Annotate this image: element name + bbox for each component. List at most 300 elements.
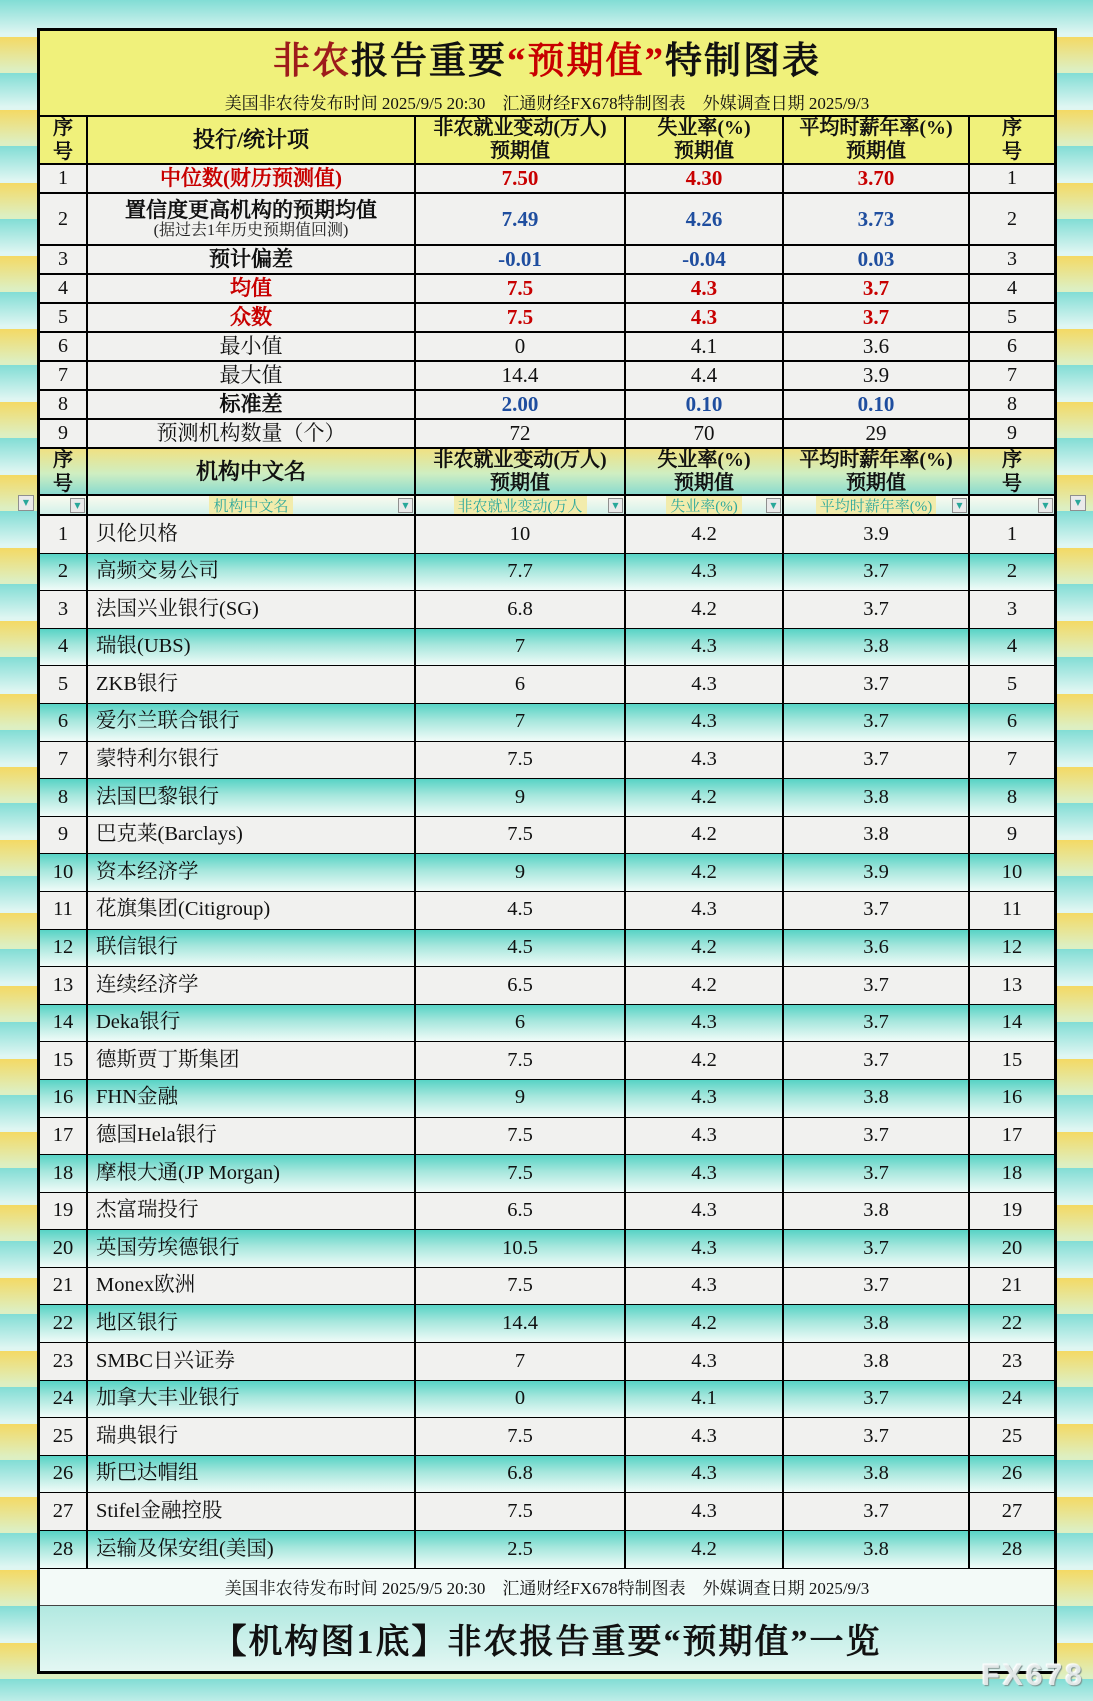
unemployment-value: 4.3 bbox=[626, 666, 784, 704]
institution-rows bbox=[40, 516, 1054, 1569]
stats-header-row bbox=[40, 117, 1054, 165]
stats-rows bbox=[40, 165, 1054, 449]
filter-dropdown-icon[interactable]: ▼ bbox=[398, 498, 413, 513]
nfp-value: 10 bbox=[416, 516, 626, 554]
table-row bbox=[40, 1193, 1054, 1231]
earnings-value: 3.7 bbox=[784, 1268, 970, 1306]
stats-header-item: 投行/统计项 bbox=[88, 117, 416, 165]
institution-name: Deka银行 bbox=[88, 1005, 416, 1043]
row-seq-left: 9 bbox=[40, 817, 88, 855]
earnings-value: 3.7 bbox=[784, 892, 970, 930]
institution-name: 高频交易公司 bbox=[88, 554, 416, 592]
title-highlight: “预期值” bbox=[507, 41, 665, 82]
stat-label-text: 预计偏差 bbox=[209, 247, 293, 272]
institution-name: 斯巴达帽组 bbox=[88, 1456, 416, 1494]
institution-name: 法国兴业银行(SG) bbox=[88, 591, 416, 629]
earnings-value: 3.8 bbox=[784, 1080, 970, 1118]
stat-label bbox=[88, 391, 416, 420]
row-seq-left: 25 bbox=[40, 1418, 88, 1456]
row-seq-left: 24 bbox=[40, 1381, 88, 1419]
row-seq-right: 5 bbox=[970, 304, 1054, 333]
stat-label bbox=[88, 194, 416, 246]
earnings-value: 3.7 bbox=[784, 1418, 970, 1456]
row-seq-left: 17 bbox=[40, 1118, 88, 1156]
row-seq-left: 18 bbox=[40, 1155, 88, 1193]
stat-label bbox=[88, 420, 416, 449]
earnings-value: 3.7 bbox=[784, 1118, 970, 1156]
unemployment-value: 4.2 bbox=[626, 516, 784, 554]
nfp-value: 6.5 bbox=[416, 1193, 626, 1231]
stats-header-nfp: 非农就业变动(万人) 预期值 bbox=[416, 117, 626, 165]
filter-dropdown-icon[interactable]: ▼ bbox=[952, 498, 967, 513]
row-seq-right: 2 bbox=[970, 554, 1054, 592]
unemployment-value: 4.3 bbox=[626, 554, 784, 592]
row-seq-left: 2 bbox=[40, 554, 88, 592]
stat-label bbox=[88, 333, 416, 362]
page-title bbox=[40, 36, 1054, 88]
earnings-value: 3.7 bbox=[784, 1005, 970, 1043]
row-seq-right: 21 bbox=[970, 1268, 1054, 1306]
row-seq-right: 23 bbox=[970, 1343, 1054, 1381]
row-seq-right: 3 bbox=[970, 591, 1054, 629]
nfp-value: 9 bbox=[416, 779, 626, 817]
filter-cell bbox=[88, 496, 416, 516]
earnings-value: 3.7 bbox=[784, 1042, 970, 1080]
release-info-bottom: 美国非农待发布时间 2025/9/5 20:30 汇通财经FX678特制图表 外媒调查日期 2025/9/3 bbox=[40, 1569, 1054, 1606]
filter-dropdown-icon[interactable]: ▼ bbox=[766, 498, 781, 513]
earnings-value: 3.7 bbox=[784, 1493, 970, 1531]
earnings-value: 3.8 bbox=[784, 1193, 970, 1231]
unemployment-value: 4.3 bbox=[626, 1418, 784, 1456]
table-row bbox=[40, 1268, 1054, 1306]
table-row bbox=[40, 1118, 1054, 1156]
stats-header-earnings: 平均时薪年率(%) 预期值 bbox=[784, 117, 970, 165]
unemployment-value: 4.2 bbox=[626, 1042, 784, 1080]
earnings-value: 3.9 bbox=[784, 854, 970, 892]
institution-name: 加拿大丰业银行 bbox=[88, 1381, 416, 1419]
row-seq-left: 3 bbox=[40, 591, 88, 629]
unemployment-value: 4.3 bbox=[626, 742, 784, 780]
table-row bbox=[40, 967, 1054, 1005]
stat-value: 3.70 bbox=[784, 165, 970, 194]
stat-sublabel-text: (据过去1年历史预期值回测) bbox=[153, 221, 349, 239]
row-seq-right: 8 bbox=[970, 391, 1054, 420]
unemployment-value: 4.2 bbox=[626, 779, 784, 817]
nfp-value: 7 bbox=[416, 1343, 626, 1381]
nfp-value: 7.5 bbox=[416, 1418, 626, 1456]
row-seq-right: 15 bbox=[970, 1042, 1054, 1080]
institution-name: 德斯贾丁斯集团 bbox=[88, 1042, 416, 1080]
filter-dropdown-icon[interactable]: ▼ bbox=[608, 498, 623, 513]
unemployment-value: 4.3 bbox=[626, 629, 784, 667]
inst-header-item: 机构中文名 bbox=[88, 449, 416, 496]
stats-header-seq-right: 序号 bbox=[970, 117, 1054, 165]
nfp-value: 7 bbox=[416, 629, 626, 667]
stats-row bbox=[40, 194, 1054, 246]
forecast-table bbox=[37, 28, 1057, 1674]
row-seq-left: 23 bbox=[40, 1343, 88, 1381]
row-seq-left: 8 bbox=[40, 391, 88, 420]
earnings-value: 3.8 bbox=[784, 817, 970, 855]
stat-label-text: 置信度更高机构的预期均值 bbox=[125, 197, 377, 222]
nfp-value: 6.8 bbox=[416, 1456, 626, 1494]
inst-header-unemployment: 失业率(%) 预期值 bbox=[626, 449, 784, 496]
unemployment-value: 4.3 bbox=[626, 1493, 784, 1531]
stat-value: 3.7 bbox=[784, 275, 970, 304]
row-seq-left: 7 bbox=[40, 362, 88, 391]
row-seq-right: 9 bbox=[970, 817, 1054, 855]
table-row bbox=[40, 591, 1054, 629]
row-seq-right: 4 bbox=[970, 275, 1054, 304]
row-seq-right: 10 bbox=[970, 854, 1054, 892]
stat-label bbox=[88, 362, 416, 391]
stat-value: 7.5 bbox=[416, 304, 626, 333]
stat-value: 7.50 bbox=[416, 165, 626, 194]
filter-dropdown-icon[interactable]: ▼ bbox=[1038, 498, 1053, 513]
earnings-value: 3.8 bbox=[784, 629, 970, 667]
earnings-value: 3.6 bbox=[784, 930, 970, 968]
row-seq-right: 1 bbox=[970, 516, 1054, 554]
institution-name: 瑞典银行 bbox=[88, 1418, 416, 1456]
table-row bbox=[40, 666, 1054, 704]
row-seq-right: 6 bbox=[970, 704, 1054, 742]
institution-header-row bbox=[40, 449, 1054, 496]
stat-label-text: 最大值 bbox=[219, 363, 283, 388]
institution-name: 地区银行 bbox=[88, 1305, 416, 1343]
row-seq-left: 14 bbox=[40, 1005, 88, 1043]
nfp-value: 10.5 bbox=[416, 1230, 626, 1268]
filter-cell bbox=[784, 496, 970, 516]
stat-value: 7.5 bbox=[416, 275, 626, 304]
stat-label bbox=[88, 246, 416, 275]
filter-label: 平均时薪年率(%) bbox=[816, 496, 937, 515]
stats-row bbox=[40, 420, 1054, 449]
nfp-value: 6 bbox=[416, 666, 626, 704]
stat-value: 4.26 bbox=[626, 194, 784, 246]
institution-name: FHN金融 bbox=[88, 1080, 416, 1118]
unemployment-value: 4.3 bbox=[626, 1118, 784, 1156]
stats-row bbox=[40, 304, 1054, 333]
unemployment-value: 4.1 bbox=[626, 1381, 784, 1419]
row-seq-left: 20 bbox=[40, 1230, 88, 1268]
row-seq-right: 6 bbox=[970, 333, 1054, 362]
title-prefix: 非农 bbox=[273, 41, 351, 82]
institution-name: ZKB银行 bbox=[88, 666, 416, 704]
stat-label bbox=[88, 165, 416, 194]
filter-label: 机构中文名 bbox=[209, 496, 292, 515]
stats-header-unemployment: 失业率(%) 预期值 bbox=[626, 117, 784, 165]
stat-value: 3.9 bbox=[784, 362, 970, 391]
table-row bbox=[40, 854, 1054, 892]
nfp-value: 7 bbox=[416, 704, 626, 742]
table-row bbox=[40, 1343, 1054, 1381]
row-seq-right: 5 bbox=[970, 666, 1054, 704]
institution-name: 德国Hela银行 bbox=[88, 1118, 416, 1156]
row-seq-left: 5 bbox=[40, 304, 88, 333]
table-row bbox=[40, 554, 1054, 592]
title-mid: 报告重要 bbox=[351, 41, 507, 82]
institution-name: 花旗集团(Citigroup) bbox=[88, 892, 416, 930]
row-seq-right: 25 bbox=[970, 1418, 1054, 1456]
unemployment-value: 4.2 bbox=[626, 1305, 784, 1343]
filter-cell bbox=[40, 496, 88, 516]
institution-name: Stifel金融控股 bbox=[88, 1493, 416, 1531]
filter-cell bbox=[970, 496, 1054, 516]
institution-name: 资本经济学 bbox=[88, 854, 416, 892]
institution-name: SMBC日兴证券 bbox=[88, 1343, 416, 1381]
nfp-value: 9 bbox=[416, 1080, 626, 1118]
table-row bbox=[40, 704, 1054, 742]
row-seq-left: 10 bbox=[40, 854, 88, 892]
earnings-value: 3.8 bbox=[784, 1305, 970, 1343]
earnings-value: 3.8 bbox=[784, 1343, 970, 1381]
unemployment-value: 4.3 bbox=[626, 1343, 784, 1381]
unemployment-value: 4.2 bbox=[626, 967, 784, 1005]
filter-dropdown-icon[interactable]: ▼ bbox=[1070, 495, 1086, 511]
row-seq-left: 1 bbox=[40, 165, 88, 194]
institution-name: 杰富瑞投行 bbox=[88, 1193, 416, 1231]
table-row bbox=[40, 930, 1054, 968]
filter-dropdown-icon[interactable]: ▼ bbox=[70, 498, 85, 513]
table-row bbox=[40, 779, 1054, 817]
stat-value: 2.00 bbox=[416, 391, 626, 420]
stat-value: 7.49 bbox=[416, 194, 626, 246]
unemployment-value: 4.2 bbox=[626, 930, 784, 968]
row-seq-right: 16 bbox=[970, 1080, 1054, 1118]
row-seq-right: 12 bbox=[970, 930, 1054, 968]
nfp-value: 7.5 bbox=[416, 1118, 626, 1156]
earnings-value: 3.7 bbox=[784, 554, 970, 592]
stat-value: 3.73 bbox=[784, 194, 970, 246]
stat-value: -0.04 bbox=[626, 246, 784, 275]
institution-name: 运输及保安组(美国) bbox=[88, 1531, 416, 1569]
nfp-value: 6 bbox=[416, 1005, 626, 1043]
stat-value: 4.30 bbox=[626, 165, 784, 194]
institution-name: 瑞银(UBS) bbox=[88, 629, 416, 667]
institution-name: 蒙特利尔银行 bbox=[88, 742, 416, 780]
nfp-value: 4.5 bbox=[416, 892, 626, 930]
row-seq-right: 28 bbox=[970, 1531, 1054, 1569]
stat-value: 29 bbox=[784, 420, 970, 449]
filter-label: 非农就业变动(万人 bbox=[454, 496, 587, 515]
stat-label-text: 最小值 bbox=[219, 334, 283, 359]
row-seq-right: 26 bbox=[970, 1456, 1054, 1494]
inst-header-seq-left: 序号 bbox=[40, 449, 88, 496]
table-row bbox=[40, 1305, 1054, 1343]
unemployment-value: 4.3 bbox=[626, 1193, 784, 1231]
row-seq-left: 15 bbox=[40, 1042, 88, 1080]
row-seq-left: 4 bbox=[40, 275, 88, 304]
institution-name: 英国劳埃德银行 bbox=[88, 1230, 416, 1268]
table-row bbox=[40, 1418, 1054, 1456]
row-seq-left: 22 bbox=[40, 1305, 88, 1343]
table-row bbox=[40, 1155, 1054, 1193]
institution-name: 法国巴黎银行 bbox=[88, 779, 416, 817]
stats-header-seq-left: 序号 bbox=[40, 117, 88, 165]
row-seq-right: 27 bbox=[970, 1493, 1054, 1531]
bottom-banner: 【机构图1底】非农报告重要“预期值”一览 bbox=[40, 1606, 1054, 1671]
earnings-value: 3.8 bbox=[784, 779, 970, 817]
stat-value: 4.1 bbox=[626, 333, 784, 362]
nfp-value: 9 bbox=[416, 854, 626, 892]
stat-value: 70 bbox=[626, 420, 784, 449]
earnings-value: 3.7 bbox=[784, 1230, 970, 1268]
nfp-value: 7.5 bbox=[416, 1493, 626, 1531]
nfp-value: 7.5 bbox=[416, 742, 626, 780]
row-seq-left: 2 bbox=[40, 194, 88, 246]
inst-header-earnings: 平均时薪年率(%) 预期值 bbox=[784, 449, 970, 496]
stat-value: 4.3 bbox=[626, 275, 784, 304]
stat-label-text: 众数 bbox=[230, 305, 272, 330]
unemployment-value: 4.3 bbox=[626, 1155, 784, 1193]
stat-label bbox=[88, 275, 416, 304]
row-seq-left: 7 bbox=[40, 742, 88, 780]
row-seq-right: 14 bbox=[970, 1005, 1054, 1043]
institution-name: 连续经济学 bbox=[88, 967, 416, 1005]
nfp-value: 14.4 bbox=[416, 1305, 626, 1343]
stat-value: 0.03 bbox=[784, 246, 970, 275]
nfp-value: 7.5 bbox=[416, 1155, 626, 1193]
row-seq-left: 1 bbox=[40, 516, 88, 554]
row-seq-right: 1 bbox=[970, 165, 1054, 194]
row-seq-right: 9 bbox=[970, 420, 1054, 449]
table-row bbox=[40, 1230, 1054, 1268]
unemployment-value: 4.3 bbox=[626, 1005, 784, 1043]
unemployment-value: 4.3 bbox=[626, 1230, 784, 1268]
stat-value: 14.4 bbox=[416, 362, 626, 391]
earnings-value: 3.7 bbox=[784, 666, 970, 704]
row-seq-right: 18 bbox=[970, 1155, 1054, 1193]
table-row bbox=[40, 742, 1054, 780]
stat-value: 0 bbox=[416, 333, 626, 362]
table-row bbox=[40, 1493, 1054, 1531]
stat-label bbox=[88, 304, 416, 333]
unemployment-value: 4.3 bbox=[626, 892, 784, 930]
stat-value: 0.10 bbox=[626, 391, 784, 420]
stat-value: -0.01 bbox=[416, 246, 626, 275]
table-row bbox=[40, 817, 1054, 855]
title-block bbox=[40, 31, 1054, 117]
unemployment-value: 4.3 bbox=[626, 704, 784, 742]
row-seq-right: 13 bbox=[970, 967, 1054, 1005]
earnings-value: 3.7 bbox=[784, 1381, 970, 1419]
stats-row bbox=[40, 275, 1054, 304]
nfp-value: 7.5 bbox=[416, 1042, 626, 1080]
row-seq-left: 8 bbox=[40, 779, 88, 817]
table-row bbox=[40, 892, 1054, 930]
row-seq-left: 13 bbox=[40, 967, 88, 1005]
table-row bbox=[40, 1531, 1054, 1569]
inst-header-seq-right: 序号 bbox=[970, 449, 1054, 496]
row-seq-right: 7 bbox=[970, 742, 1054, 780]
unemployment-value: 4.2 bbox=[626, 591, 784, 629]
institution-name: 爱尔兰联合银行 bbox=[88, 704, 416, 742]
stat-label-text: 中位数(财历预测值) bbox=[160, 166, 342, 191]
table-row bbox=[40, 1005, 1054, 1043]
unemployment-value: 4.3 bbox=[626, 1080, 784, 1118]
table-row bbox=[40, 516, 1054, 554]
unemployment-value: 4.3 bbox=[626, 1456, 784, 1494]
filter-label: 失业率(%) bbox=[666, 496, 742, 515]
row-seq-left: 21 bbox=[40, 1268, 88, 1306]
stat-value: 72 bbox=[416, 420, 626, 449]
table-row bbox=[40, 1456, 1054, 1494]
institution-name: 巴克莱(Barclays) bbox=[88, 817, 416, 855]
unemployment-value: 4.2 bbox=[626, 854, 784, 892]
row-seq-left: 3 bbox=[40, 246, 88, 275]
row-seq-left: 28 bbox=[40, 1531, 88, 1569]
institution-name: 摩根大通(JP Morgan) bbox=[88, 1155, 416, 1193]
row-seq-right: 24 bbox=[970, 1381, 1054, 1419]
stat-value: 4.3 bbox=[626, 304, 784, 333]
stat-value: 3.7 bbox=[784, 304, 970, 333]
row-seq-left: 6 bbox=[40, 704, 88, 742]
nfp-value: 7.5 bbox=[416, 817, 626, 855]
row-seq-left: 26 bbox=[40, 1456, 88, 1494]
table-row bbox=[40, 1080, 1054, 1118]
row-seq-left: 12 bbox=[40, 930, 88, 968]
earnings-value: 3.7 bbox=[784, 742, 970, 780]
filter-dropdown-icon[interactable]: ▼ bbox=[18, 495, 34, 511]
stat-label-text: 均值 bbox=[230, 276, 272, 301]
row-seq-left: 5 bbox=[40, 666, 88, 704]
nfp-value: 4.5 bbox=[416, 930, 626, 968]
row-seq-right: 20 bbox=[970, 1230, 1054, 1268]
stat-value: 4.4 bbox=[626, 362, 784, 391]
nfp-value: 6.8 bbox=[416, 591, 626, 629]
row-seq-right: 11 bbox=[970, 892, 1054, 930]
row-seq-left: 27 bbox=[40, 1493, 88, 1531]
nfp-value: 0 bbox=[416, 1381, 626, 1419]
stats-row bbox=[40, 333, 1054, 362]
filter-cell bbox=[626, 496, 784, 516]
earnings-value: 3.7 bbox=[784, 704, 970, 742]
unemployment-value: 4.2 bbox=[626, 1531, 784, 1569]
institution-name: Monex欧洲 bbox=[88, 1268, 416, 1306]
row-seq-right: 4 bbox=[970, 629, 1054, 667]
row-seq-right: 22 bbox=[970, 1305, 1054, 1343]
release-info-top: 美国非农待发布时间 2025/9/5 20:30 汇通财经FX678特制图表 外媒调查日期 2025/9/3 bbox=[224, 93, 870, 113]
stat-value: 0.10 bbox=[784, 391, 970, 420]
nfp-value: 7.5 bbox=[416, 1268, 626, 1306]
earnings-value: 3.7 bbox=[784, 967, 970, 1005]
row-seq-left: 4 bbox=[40, 629, 88, 667]
row-seq-left: 16 bbox=[40, 1080, 88, 1118]
autofilter-row bbox=[40, 496, 1054, 516]
row-seq-right: 8 bbox=[970, 779, 1054, 817]
unemployment-value: 4.3 bbox=[626, 1268, 784, 1306]
earnings-value: 3.7 bbox=[784, 1155, 970, 1193]
institution-name: 贝伦贝格 bbox=[88, 516, 416, 554]
filter-cell bbox=[416, 496, 626, 516]
stat-label-text: 预测机构数量（个） bbox=[156, 421, 346, 446]
earnings-value: 3.8 bbox=[784, 1531, 970, 1569]
stat-label-text: 标准差 bbox=[219, 392, 283, 417]
stat-value: 3.6 bbox=[784, 333, 970, 362]
row-seq-right: 17 bbox=[970, 1118, 1054, 1156]
stats-row bbox=[40, 391, 1054, 420]
nfp-value: 6.5 bbox=[416, 967, 626, 1005]
earnings-value: 3.7 bbox=[784, 591, 970, 629]
table-row bbox=[40, 629, 1054, 667]
stats-row bbox=[40, 246, 1054, 275]
inst-header-nfp: 非农就业变动(万人) 预期值 bbox=[416, 449, 626, 496]
row-seq-left: 6 bbox=[40, 333, 88, 362]
nfp-value: 7.7 bbox=[416, 554, 626, 592]
table-row bbox=[40, 1381, 1054, 1419]
row-seq-left: 9 bbox=[40, 420, 88, 449]
row-seq-left: 11 bbox=[40, 892, 88, 930]
